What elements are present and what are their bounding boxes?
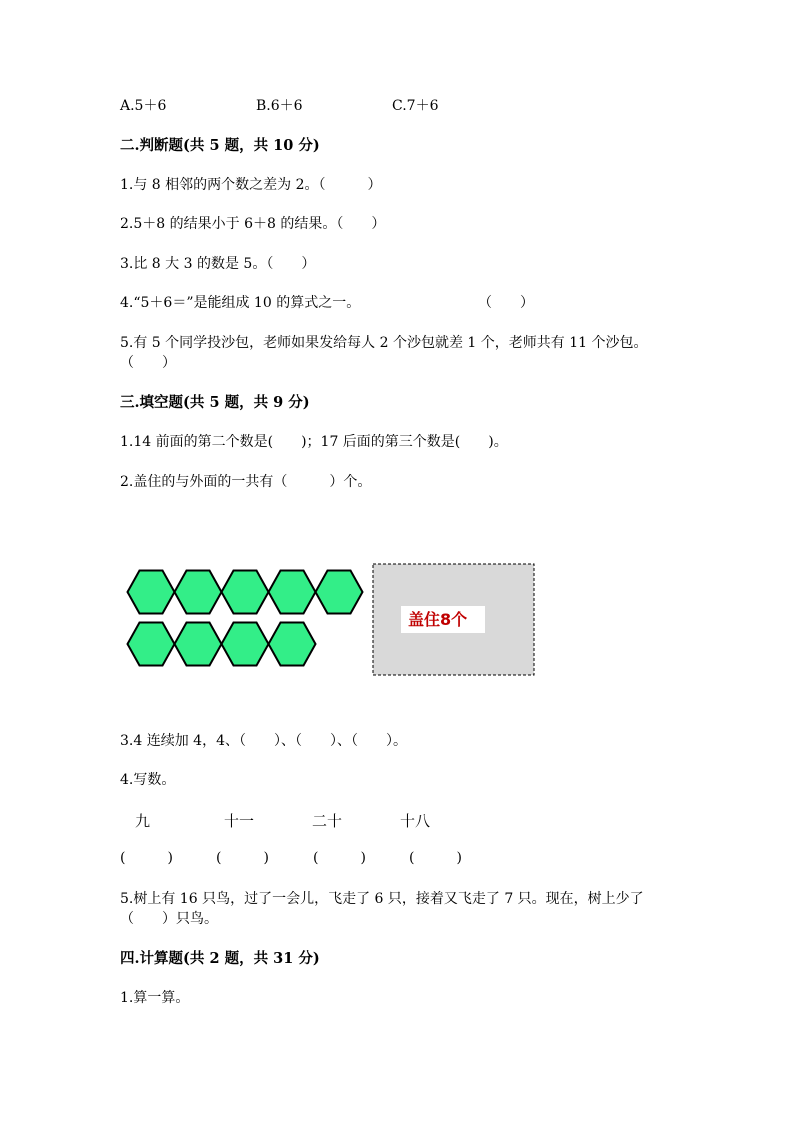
option-b: B.6＋6 xyxy=(256,98,303,114)
number-word-3: 二十 xyxy=(312,812,343,830)
hexagon-2 xyxy=(175,571,222,614)
number-word-4: 十八 xyxy=(400,812,431,830)
hexagon-7 xyxy=(175,623,222,666)
answer-blank-3: ( ) xyxy=(313,850,366,866)
calc-item-1: 1.算一算。 xyxy=(120,990,190,1006)
section2-heading: 二.判断题(共 5 题，共 10 分) xyxy=(120,137,320,154)
hexagon-8 xyxy=(222,623,269,666)
fill-item-4: 4.写数。 xyxy=(120,772,176,788)
option-a: A.5＋6 xyxy=(120,98,167,114)
hexagon-4 xyxy=(269,571,316,614)
judge-item-3: 3.比 8 大 3 的数是 5。（ ） xyxy=(120,256,316,272)
option-c: C.7＋6 xyxy=(392,98,439,114)
fill-item-3: 3.4 连续加 4，4、（ ）、（ ）、（ ）。 xyxy=(120,733,407,749)
number-word-1: 九 xyxy=(135,812,151,830)
hexagon-3 xyxy=(222,571,269,614)
answer-blank-2: ( ) xyxy=(216,850,269,866)
answer-blank-1: ( ) xyxy=(120,850,173,866)
judge-item-4: 4.“5＋6＝”是能组成 10 的算式之一。 xyxy=(120,295,361,311)
judge-item-1: 1.与 8 相邻的两个数之差为 2。（ ） xyxy=(120,177,382,193)
judge-item-5: 5.有 5 个同学投沙包，老师如果发给每人 2 个沙包就差 1 个，老师共有 11 个沙包。 （ ） xyxy=(120,335,669,371)
hexagon-5 xyxy=(316,571,363,614)
cover-label: 盖住8个 xyxy=(401,606,485,633)
number-word-2: 十一 xyxy=(224,812,255,830)
hexagon-group xyxy=(128,571,363,666)
section4-heading: 四.计算题(共 2 题，共 31 分) xyxy=(120,950,320,967)
fill-item-1: 1.14 前面的第二个数是( )；17 后面的第三个数是( )。 xyxy=(120,434,508,450)
section3-heading: 三.填空题(共 5 题，共 9 分) xyxy=(120,394,310,411)
hexagon-1 xyxy=(128,571,175,614)
hexagon-9 xyxy=(269,623,316,666)
hexagon-6 xyxy=(128,623,175,666)
answer-blank-4: ( ) xyxy=(409,850,462,866)
judge-item-2: 2.5＋8 的结果小于 6＋8 的结果。（ ） xyxy=(120,216,386,232)
judge-item-4-blank: （ ） xyxy=(478,295,534,311)
fill-item-5: 5.树上有 16 只鸟，过了一会儿，飞走了 6 只，接着又飞走了 7 只。现在，树上少了（ ）只鸟。 xyxy=(120,891,644,927)
fill-item-2: 2.盖住的与外面的一共有（ ）个。 xyxy=(120,474,372,490)
